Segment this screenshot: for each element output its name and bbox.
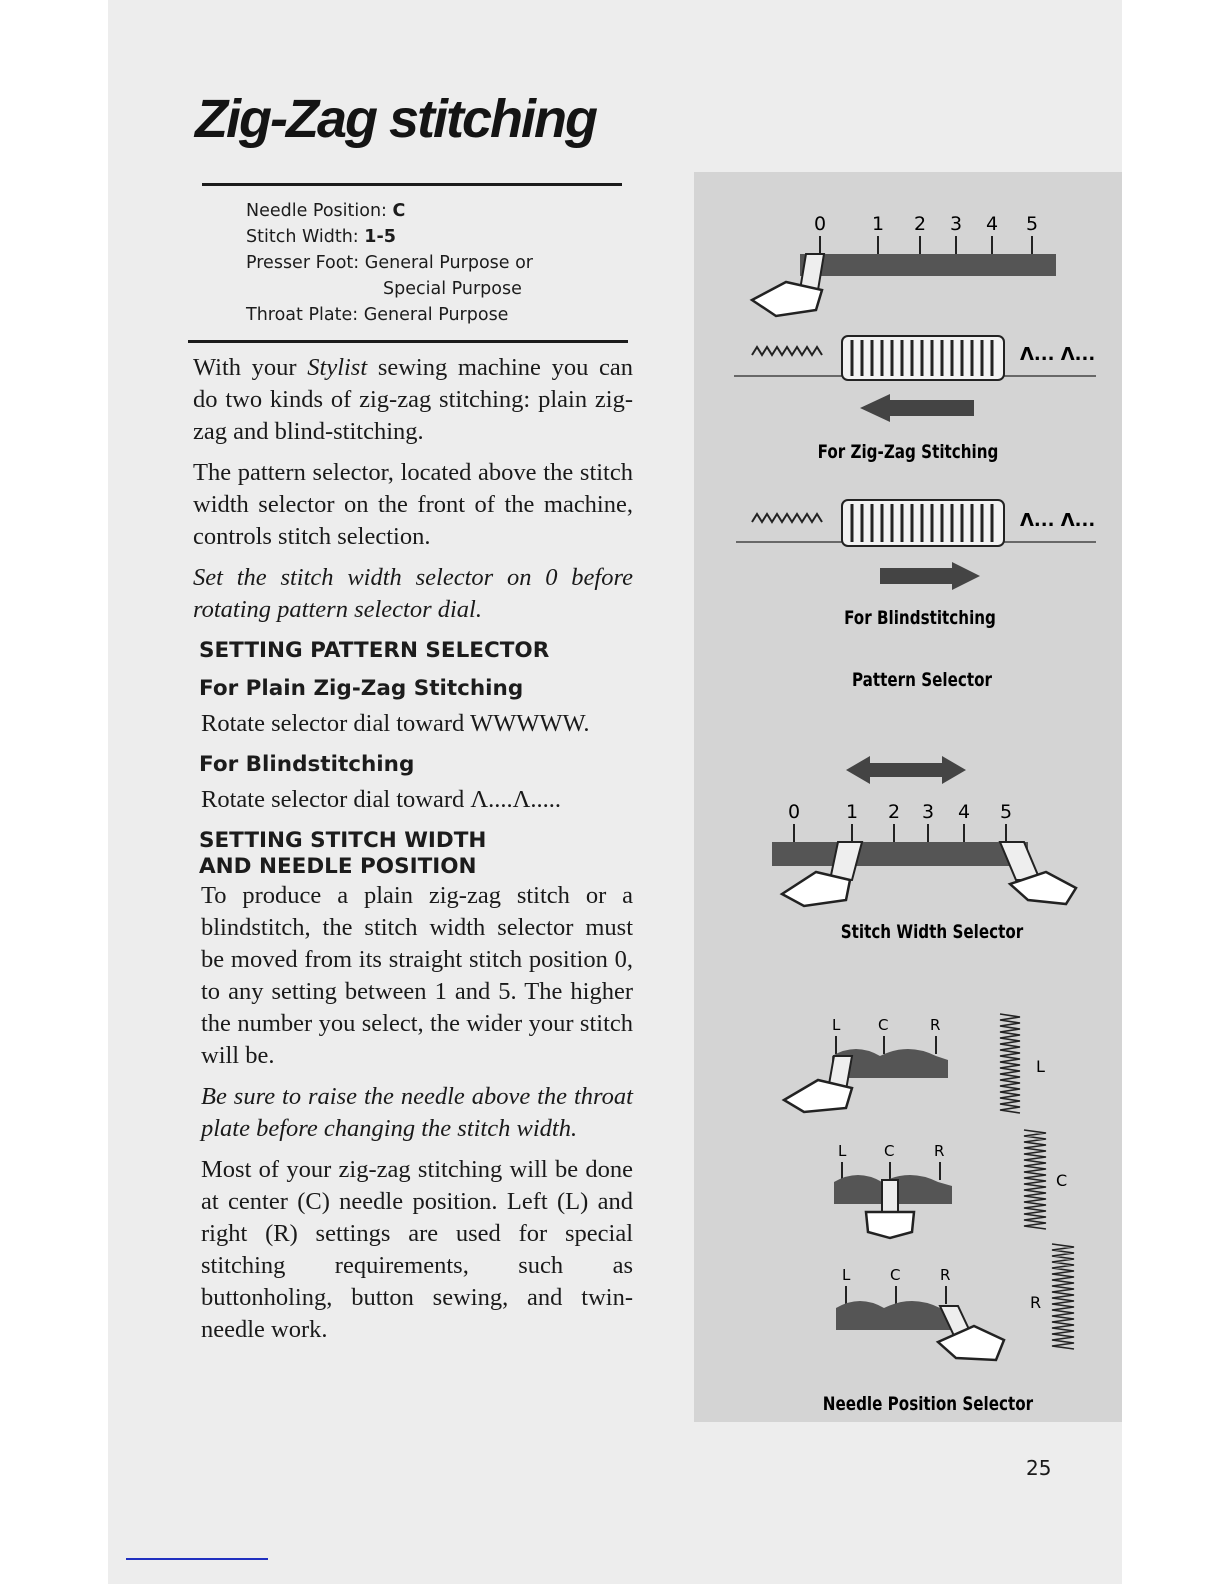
lcr-label: L <box>832 1016 841 1034</box>
bottom-mark <box>126 1558 268 1560</box>
blind-symbol: Λ... Λ... <box>1020 344 1096 365</box>
spec-stitch-width: Stitch Width: 1-5 <box>246 227 396 247</box>
scale-number: 2 <box>914 213 927 235</box>
zigzag-sample-left-icon <box>1000 1014 1020 1113</box>
lcr-label: R <box>930 1016 941 1034</box>
presser-foot-icon <box>866 1212 914 1238</box>
lcr-label: R <box>1030 1293 1042 1312</box>
lcr-label: C <box>884 1142 895 1160</box>
paragraph-blindstitching: Rotate selector dial toward Λ....Λ..... <box>201 786 562 813</box>
scale-number: 4 <box>958 801 971 823</box>
scale-number: 3 <box>922 801 935 823</box>
caption-stitch-width: Stitch Width Selector <box>840 920 1024 943</box>
zigzag-symbol-icon <box>752 514 822 522</box>
zigzag-sample-center-icon <box>1024 1130 1046 1229</box>
page-title: Zig-Zag stitching <box>195 89 596 149</box>
lcr-label: C <box>878 1016 889 1034</box>
paragraph-intro: With your Stylist sewing machine you can do two kinds of zig-zag stitching: plain zig-zag and blind-stitching. <box>193 354 633 445</box>
spec-throat-plate: Throat Plate: General Purpose <box>246 305 509 325</box>
presser-foot-icon <box>784 1080 852 1112</box>
blind-symbol: Λ... Λ... <box>1020 510 1096 531</box>
page-number: 25 <box>1026 1456 1052 1480</box>
scale-number: 5 <box>1026 213 1039 235</box>
lcr-label: C <box>890 1266 901 1284</box>
scale-number: 5 <box>1000 801 1013 823</box>
scale-number: 3 <box>950 213 963 235</box>
needle-position-center <box>834 1142 952 1238</box>
scale-number: 4 <box>986 213 999 235</box>
pattern-dial-blind <box>736 500 1096 590</box>
scale-number: 1 <box>846 801 859 823</box>
caption-pattern-selector: Pattern Selector <box>851 668 993 691</box>
paragraph-plain-zigzag: Rotate selector dial toward WWWWW. <box>201 710 590 737</box>
presser-foot-icon <box>938 1326 1004 1360</box>
scale-number: 1 <box>872 213 885 235</box>
lcr-label: L <box>842 1266 851 1284</box>
double-arrow-icon <box>846 756 966 784</box>
caption-blindstitching: For Blindstitching <box>844 606 996 629</box>
arrow-right-icon <box>880 562 980 590</box>
lcr-label: L <box>838 1142 847 1160</box>
stitch-width-selector-top <box>752 213 1056 316</box>
paragraph-raise-needle: Be sure to raise the needle above the throat plate before changing the stitch width. <box>201 1083 633 1142</box>
lcr-label: R <box>940 1266 951 1284</box>
heading-plain-zigzag: For Plain Zig-Zag Stitching <box>199 676 524 701</box>
slider-track <box>800 254 1056 276</box>
presser-foot-icon <box>752 282 822 316</box>
scale-number: 2 <box>888 801 901 823</box>
arrow-left-icon <box>860 394 974 422</box>
caption-zigzag: For Zig-Zag Stitching <box>817 440 999 463</box>
stitch-width-selector-bottom <box>772 756 1076 906</box>
lcr-label: L <box>1036 1057 1045 1076</box>
scale-number: 0 <box>814 213 827 235</box>
needle-position-left <box>784 1016 948 1112</box>
zigzag-symbol-icon <box>752 347 822 355</box>
lcr-label: R <box>934 1142 945 1160</box>
paragraph-needle-position: Most of your zig-zag stitching will be done at center (C) needle position. Left (L) and right (R) settings are used for special stitching requirements, such as buttonholing, button sewing, and twin-needle work. <box>201 1156 633 1343</box>
caption-needle-position: Needle Position Selector <box>822 1392 1034 1415</box>
zigzag-sample-right-icon <box>1052 1244 1074 1349</box>
heading-blindstitching: For Blindstitching <box>199 752 415 777</box>
heading-setting-pattern: SETTING PATTERN SELECTOR <box>199 638 550 663</box>
heading-stitch-width: SETTING STITCH WIDTH AND NEEDLE POSITION <box>199 828 487 879</box>
spec-presser-foot: Presser Foot: General Purpose or <box>246 253 534 273</box>
spec-presser-foot-cont: Special Purpose <box>383 279 522 299</box>
needle-position-right <box>836 1266 1004 1360</box>
scale-number: 0 <box>788 801 801 823</box>
stitch-samples <box>1000 1014 1074 1349</box>
paragraph-pattern-selector: The pattern selector, located above the stitch width selector on the front of the machine, controls stitch selection. <box>193 459 633 550</box>
pattern-dial-zigzag <box>734 336 1096 422</box>
presser-foot-left-icon <box>782 872 850 906</box>
paragraph-width-note: Set the stitch width selector on 0 before rotating pattern selector dial. <box>193 564 633 623</box>
paragraph-stitch-width: To produce a plain zig-zag stitch or a blindstitch, the stitch width selector must be moved from its straight stitch position 0, to any setting between 1 and 5. The higher the number you select, the wider your stitch will be. <box>201 882 633 1069</box>
spec-needle-position: Needle Position: C <box>246 201 406 221</box>
slider-track <box>772 842 1028 866</box>
lcr-label: C <box>1056 1171 1068 1190</box>
